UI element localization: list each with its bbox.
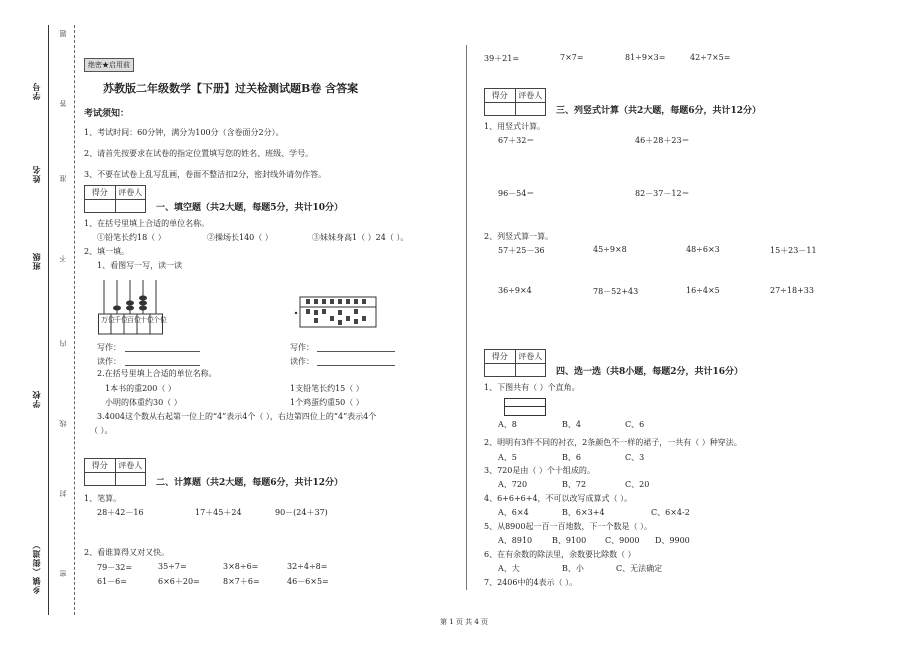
place-label: 十位 — [140, 316, 154, 324]
question: 2、明明有3件不同的衬衣，2条颜色不一样的裙子，一共有（ ）种穿法。 — [484, 438, 742, 447]
option: C、6 — [625, 420, 645, 429]
section2-title: 二、计算题（共2大题，每题6分，共计12分） — [156, 478, 344, 488]
page-title: 苏教版二年级数学【下册】过关检测试题B卷 含答案 — [103, 82, 359, 95]
label-class: 班级 — [31, 252, 41, 270]
question: 2、填一填。 — [84, 247, 130, 256]
question: 3、720是由（ ）个十组成的。 — [484, 466, 595, 475]
question: 5、从8900起一百一百地数，下一个数是（ ）。 — [484, 522, 652, 531]
option: C、6×4-2 — [651, 508, 690, 517]
question: 1、笔算。 — [84, 494, 122, 503]
question: 1、看图写一写，读一读 — [97, 261, 183, 270]
calc-item: 6×6＋20= — [158, 577, 200, 586]
notice-item: 3、不要在试卷上乱写乱画，卷面不整洁扣2分，密封线外请勿作答。 — [84, 170, 327, 179]
write-label: 写作： — [290, 343, 314, 352]
calc-item: 45÷9×8 — [593, 245, 627, 254]
option: A、大 — [498, 564, 520, 573]
score-box: 得分 评卷人 — [484, 349, 546, 377]
option: A、6×4 — [498, 508, 529, 517]
calc-item: 78－52+43 — [593, 287, 639, 296]
calc-item: 28＋42－16 — [97, 508, 144, 517]
question: 1、下图共有（ ）个直角。 — [484, 383, 580, 392]
calc-item: 7×7= — [560, 53, 584, 62]
question: 2.在括号里填上合适的单位名称。 — [97, 369, 217, 378]
option: B、6 — [562, 453, 581, 462]
calc-item: 39＋21= — [484, 54, 520, 63]
secret-label: 绝密★启用前 — [84, 58, 134, 72]
answer-line — [317, 351, 395, 352]
option: C、20 — [625, 480, 650, 489]
question: 2、列竖式算一算。 — [484, 232, 554, 241]
option: A、8 — [498, 420, 517, 429]
option: C、9000 — [605, 536, 640, 545]
calc-item: 27÷18+33 — [770, 286, 814, 295]
option: B、6×3+4 — [562, 508, 605, 517]
blank-item: 1支铅笔长约15（ ） — [290, 384, 364, 393]
calc-item: 67＋32＝ — [498, 136, 535, 145]
option: A、720 — [498, 480, 528, 489]
option: B、4 — [562, 420, 581, 429]
option: C、无法确定 — [616, 564, 663, 573]
score-box: 得分 评卷人 — [484, 88, 546, 116]
place-label: 千位 — [114, 316, 128, 324]
label-township: 乡镇（街道） — [31, 540, 41, 594]
blank-item: 1个鸡蛋约重50（ ） — [290, 398, 364, 407]
question: （ ）。 — [90, 426, 113, 435]
calc-item: 57＋25－36 — [498, 246, 545, 255]
section1-title: 一、填空题（共2大题，每题5分，共计10分） — [156, 203, 344, 213]
blank-item: ②操场长140（ ） — [207, 233, 273, 242]
seal-dash-line — [74, 25, 75, 615]
option: B、9100 — [552, 536, 587, 545]
calc-item: 8×7＋6= — [223, 577, 260, 586]
write-label: 写作： — [97, 343, 121, 352]
question: 3.4004这个数从右起第一位上的“4”表示4个（ ），右边第四位上的“4”表示4个 — [97, 412, 377, 421]
calc-item: 46－6×5= — [287, 577, 329, 586]
notice-title: 考试须知： — [84, 109, 130, 119]
option: A、8910 — [498, 536, 533, 545]
score-box: 得分 评卷人 — [84, 458, 146, 486]
calc-item: 79－32= — [97, 563, 133, 572]
calc-item: 61－6= — [97, 577, 127, 586]
calc-item: 82－37－12＝ — [635, 189, 690, 198]
cut-char-7: 答 — [59, 100, 67, 107]
page-number: 第 1 页 共 4 页 — [440, 618, 489, 626]
right-angle-figure — [504, 398, 546, 416]
calc-item: 15＋23－11 — [770, 246, 817, 255]
calc-item: 32÷4÷8= — [287, 562, 328, 571]
label-name: 姓名 — [31, 165, 41, 183]
cut-char-2: 封 — [59, 490, 67, 497]
label-school: 学校 — [31, 390, 41, 408]
question: 7、2406中的4表示（ ）。 — [484, 578, 578, 587]
blank-item: 1本书的重200（ ） — [105, 384, 176, 393]
cut-char-1: 密 — [59, 570, 67, 577]
calc-item: 17＋45＋24 — [195, 508, 242, 517]
place-label: 个位 — [153, 316, 167, 324]
cut-char-6: 准 — [59, 175, 67, 182]
question: 6、在有余数的除法里，余数要比除数（ ） — [484, 550, 636, 559]
abacus-picture — [294, 296, 378, 328]
calc-item: 90－(24＋37) — [275, 508, 328, 517]
option: B、小 — [562, 564, 584, 573]
calc-item: 35÷7= — [158, 562, 187, 571]
abacus-chart — [98, 278, 168, 336]
calc-item: 46＋28＋23＝ — [635, 136, 690, 145]
label-id: 学号 — [31, 82, 41, 100]
option: D、9900 — [655, 536, 690, 545]
option: C、3 — [625, 453, 645, 462]
answer-line — [125, 365, 200, 366]
cut-char-5: 不 — [59, 255, 67, 262]
blank-item: 小明的体重约30（ ） — [105, 398, 182, 407]
place-label: 万位 — [101, 316, 115, 324]
calc-item: 36÷9×4 — [498, 286, 532, 295]
calc-item: 81÷9×3= — [625, 53, 666, 62]
place-label: 百位 — [127, 316, 141, 324]
option: B、72 — [562, 480, 587, 489]
column-divider — [466, 45, 467, 590]
score-box: 得分 评卷人 — [84, 185, 146, 213]
answer-line — [317, 365, 395, 366]
option: A、5 — [498, 453, 517, 462]
question: 2、看谁算得又对又快。 — [84, 548, 170, 557]
notice-item: 1、考试时间：60分钟，满分为100分（含卷面分2分）。 — [84, 128, 284, 137]
answer-line — [125, 351, 200, 352]
question: 1、用竖式计算。 — [484, 122, 546, 131]
calc-item: 48÷6×3 — [686, 245, 720, 254]
calc-item: 16÷4×5 — [686, 286, 720, 295]
read-label: 读作： — [290, 357, 314, 366]
section3-title: 三、列竖式计算（共2大题，每题6分，共计12分） — [556, 106, 762, 116]
question: 4、6+6+6+4，不可以改写成算式（ ）。 — [484, 494, 633, 503]
cut-char-8: 题 — [59, 30, 67, 37]
calc-item: 96－54＝ — [498, 189, 535, 198]
notice-item: 2、请首先按要求在试卷的指定位置填写您的姓名、班级、学号。 — [84, 149, 314, 158]
cut-char-4: 内 — [59, 340, 67, 347]
blank-item: ③妹妹身高1（ ）24（ ）。 — [312, 233, 409, 242]
calc-item: 3×8÷6= — [223, 562, 259, 571]
read-label: 读作： — [97, 357, 121, 366]
cut-char-3: 线 — [59, 420, 67, 427]
section4-title: 四、选一选（共8小题，每题2分，共计16分） — [556, 367, 744, 377]
calc-item: 42÷7×5= — [690, 53, 731, 62]
blank-item: ①铅笔长约18（ ） — [97, 233, 166, 242]
question: 1、在括号里填上合适的单位名称。 — [84, 219, 210, 228]
binding-line — [48, 25, 49, 615]
